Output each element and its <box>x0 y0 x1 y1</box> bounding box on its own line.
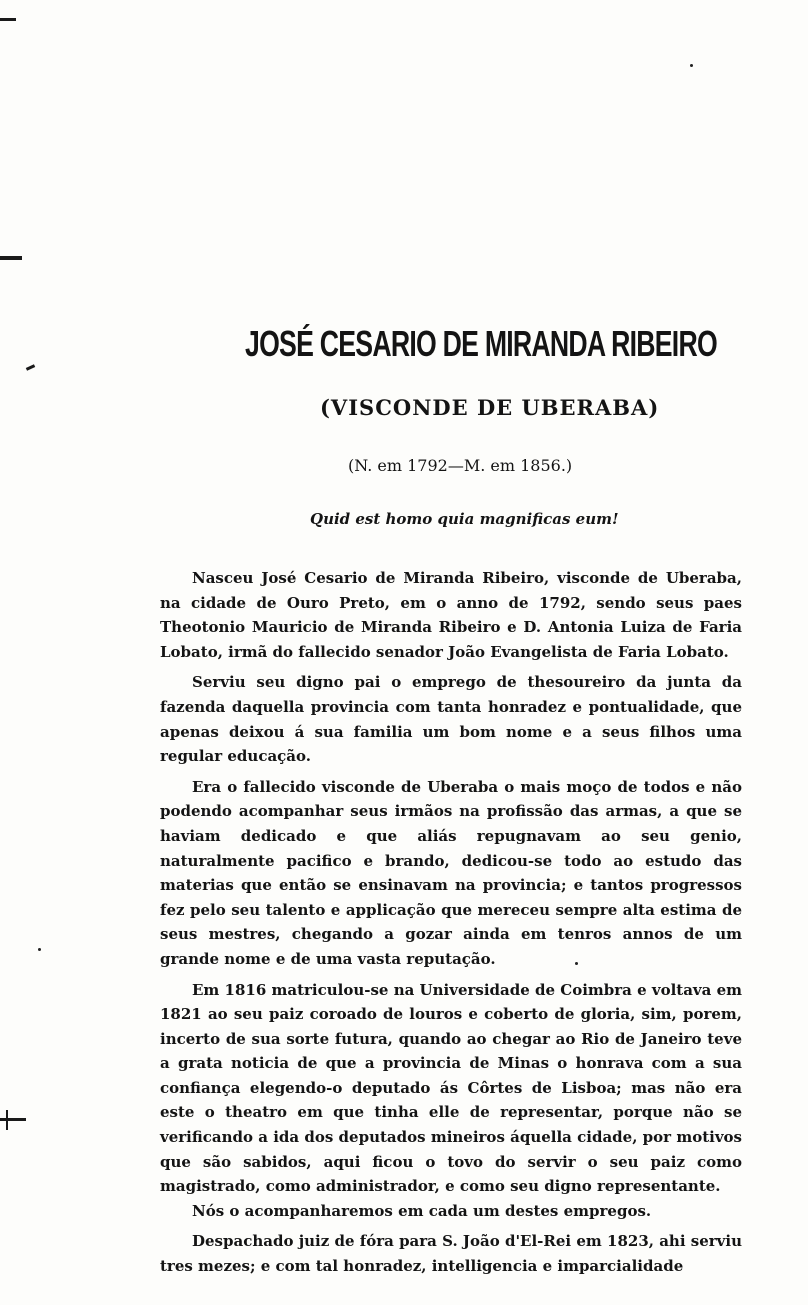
scan-speck <box>690 64 693 67</box>
page-title: JOSÉ CESARIO DE MIRANDA RIBEIRO <box>245 323 717 364</box>
paragraph: Despachado juiz de fóra para S. João d'El-Rei em 1823, ahi serviu tres mezes; e com tal honradez, intelligencia e imparcialidade <box>160 1232 742 1276</box>
epigraph: Quid est homo quia magnificas eum! <box>310 510 619 528</box>
paragraph: Em 1816 matriculou-se na Universidade de Coimbra e voltava em 1821 ao seu paiz coroado de louros e coberto de gloria, sim, porem, incerto de sua sorte futura, quando ao chegar ao Rio de Janeiro teve a grata noticia de que a provincia de Minas o honrava com a sua confiança elegendo-o deputado ás Côrtes de Lisboa; mas não era este o theatro em que tinha elle de representar, porque não se verificando a ida dos deputados mineiros áquella cidade, por motivos que são sabidos, aqui ficou o tovo do servir o seu paiz como magistrado, como administrador, e como seu digno representante. <box>160 980 743 1196</box>
paragraph: Nasceu José Cesario de Miranda Ribeiro, visconde de Uberaba, na cidade de Ouro Preto, em o anno de 1792, sendo seus paes Theotonio Mauricio de Miranda Ribeiro e D. Antonia Luiza de Faria Lobato, irmã do fallecido senador João Evangelista de Faria Lobato. <box>160 569 742 661</box>
scan-speck <box>38 948 41 951</box>
scan-mark <box>6 1110 8 1130</box>
paragraph: Serviu seu digno pai o emprego de thesoureiro da junta da fazenda daquella provincia com tanta honradez e pontualidade, que apenas deixou á sua familia um bom nome e a seus filhos uma regular educação. <box>160 673 742 766</box>
paragraph: Era o fallecido visconde de Uberaba o mais moço de todos e não podendo acompanhar seus irmãos na profissão das armas, a que se haviam dedicado e que aliás repugnavam ao seu genio, naturalmente pacifico e brando, dedicou-se todo ao estudo das materias que então se ensinavam na provincia; e tantos progressos fez pelo seu talento e applicação que mereceu sempre alta estima de seus mestres, chegando a gozar ainda em tenros annos de um grande nome e de uma vasta reputação. <box>160 777 742 968</box>
paragraph: Nós o acompanharemos em cada um destes empregos. <box>192 1201 652 1220</box>
life-dates: (N. em 1792—M. em 1856.) <box>348 456 573 475</box>
scan-mark <box>0 1118 26 1121</box>
scan-mark <box>0 18 16 21</box>
scan-mark <box>0 256 22 260</box>
page-subtitle: (VISCONDE DE UBERABA) <box>320 395 660 420</box>
scan-mark <box>26 364 35 371</box>
article-body <box>160 566 742 1279</box>
